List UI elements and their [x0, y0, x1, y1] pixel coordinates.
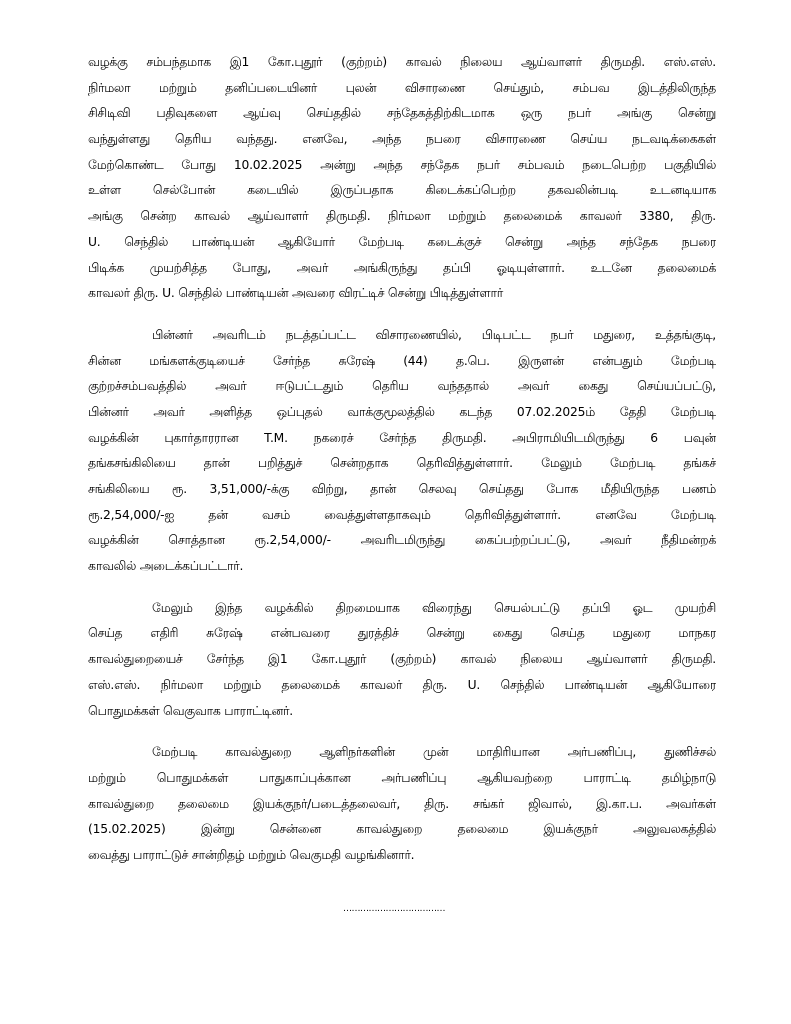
text-line: எஸ்.எஸ். நிர்மலா மற்றும் தலைமைக் காவலர் திரு. U. செந்தில் பாண்டியன் ஆகியோரை: [88, 677, 716, 692]
paragraph-public-praise: [88, 596, 716, 724]
text-line: குற்றச்சம்பவத்தில் அவர் ஈடுபட்டதும் தெரிய வந்ததால் அவர் கைது செய்யப்பட்டு,: [88, 379, 716, 394]
paragraph-dgp-award: [88, 740, 716, 868]
paragraph-investigation: [88, 50, 716, 307]
text-line: வழக்கின் சொத்தான ரூ.2,54,000/- அவரிடமிருந்து கைப்பற்றப்பட்டு, அவர் நீதிமன்றக்: [88, 533, 716, 548]
text-line: மற்றும் பொதுமக்கள் பாதுகாப்புக்கான அர்பணிப்பு ஆகியவற்றை பாராட்டி தமிழ்நாடு: [88, 770, 716, 785]
text-line: மேற்படி காவல்துறை ஆளிநர்களின் முன் மாதிரியான அர்பணிப்பு, துணிச்சல்: [152, 745, 716, 760]
text-line: மேலும் இந்த வழக்கில் திறமையாக விரைந்து செயல்பட்டு தப்பி ஓட முயற்சி: [152, 600, 716, 615]
text-line: சின்ன மங்களக்குடியைச் சேர்ந்த சுரேஷ் (44) த.பெ. இருளன் என்பதும் மேற்படி: [88, 353, 716, 368]
end-of-document-dotted-line: ………………………………: [343, 904, 445, 914]
text-line: வழக்கு சம்பந்தமாக இ1 கோ.புதூர் (குற்றம்) காவல் நிலைய ஆய்வாளர் திருமதி. எஸ்.எஸ்.: [88, 55, 716, 69]
text-line: பொதுமக்கள் வெகுவாக பாராட்டினர்.: [88, 703, 293, 718]
text-line: சிசிடிவி பதிவுகளை ஆய்வு செய்ததில் சந்தேகத்திற்கிடமாக ஒரு நபர் அங்கு சென்று: [88, 106, 716, 121]
text-line: செய்த எதிரி சுரேஷ் என்பவரை துரத்திச் சென்று கைது செய்த மதுரை மாநகர: [88, 626, 716, 641]
text-line: ரூ.2,54,000/-ஐ தன் வசம் வைத்துள்ளதாகவும் தெரிவித்துள்ளார். எனவே மேற்படி: [88, 507, 716, 522]
text-line: தங்கசங்கிலியை தான் பறித்துச் சென்றதாக தெரிவித்துள்ளார். மேலும் மேற்படி தங்கச்: [88, 456, 716, 471]
text-line: மேற்கொண்ட போது 10.02.2025 அன்று அந்த சந்தேக நபர் சம்பவம் நடைபெற்ற பகுதியில்: [88, 157, 716, 172]
text-line: அங்கு சென்ற காவல் ஆய்வாளர் திருமதி. நிர்மலா மற்றும் தலைமைக் காவலர் 3380, திரு.: [88, 209, 716, 224]
text-line: சங்கிலியை ரூ. 3,51,000/-க்கு விற்று, தான் செலவு செய்தது போக மீதியிருந்த பணம்: [88, 482, 716, 496]
text-line: பின்னர் அவர் அளித்த ஒப்புதல் வாக்குமூலத்தில் கடந்த 07.02.2025ம் தேதி மேற்படி: [88, 404, 716, 419]
text-line: காவலில் அடைக்கப்பட்டார்.: [88, 559, 244, 574]
text-line: வழக்கின் புகார்தாரரான T.M. நகரைச் சேர்ந்த திருமதி. அபிராமியிடமிருந்து 6 பவுன்: [88, 430, 716, 445]
text-line: வந்துள்ளது தெரிய வந்தது. எனவே, அந்த நபரை விசாரணை செய்ய நடவடிக்கைகள்: [88, 132, 716, 147]
paragraph-arrest: [88, 323, 716, 580]
text-line: உள்ள செல்போன் கடையில் இருப்பதாக கிடைக்கப்பெற்ற தகவலின்படி உடனடியாக: [88, 183, 716, 198]
text-line: காவல்துறையைச் சேர்ந்த இ1 கோ.புதூர் (குற்றம்) காவல் நிலைய ஆய்வாளர் திருமதி.: [88, 652, 716, 667]
text-line: U. செந்தில் பாண்டியன் ஆகியோர் மேற்படி கடைக்குச் சென்று அந்த சந்தேக நபரை: [88, 234, 716, 249]
text-line: காவல்துறை தலைமை இயக்குநர்/படைத்தலைவர், திரு. சங்கர் ஜிவால், இ.கா.ப. அவர்கள்: [88, 796, 716, 811]
text-line: வைத்து பாராட்டுச் சான்றிதழ் மற்றும் வெகுமதி வழங்கினார்.: [88, 847, 415, 862]
text-line: காவலர் திரு. U. செந்தில் பாண்டியன் அவரை விரட்டிச் சென்று பிடித்துள்ளார்: [88, 286, 503, 301]
text-line: (15.02.2025) இன்று சென்னை காவல்துறை தலைமை இயக்குநர் அலுவலகத்தில்: [88, 822, 716, 837]
press-release-body: [88, 50, 716, 885]
text-line: பின்னர் அவரிடம் நடத்தப்பட்ட விசாரணையில், பிடிபட்ட நபர் மதுரை, உத்தங்குடி,: [152, 327, 716, 342]
text-line: பிடிக்க முயற்சித்த போது, அவர் அங்கிருந்து தப்பி ஓடியுள்ளார். உடனே தலைமைக்: [88, 260, 716, 275]
text-line: நிர்மலா மற்றும் தனிப்படையினர் புலன் விசாரணை செய்தும், சம்பவ இடத்திலிருந்த: [88, 80, 716, 95]
